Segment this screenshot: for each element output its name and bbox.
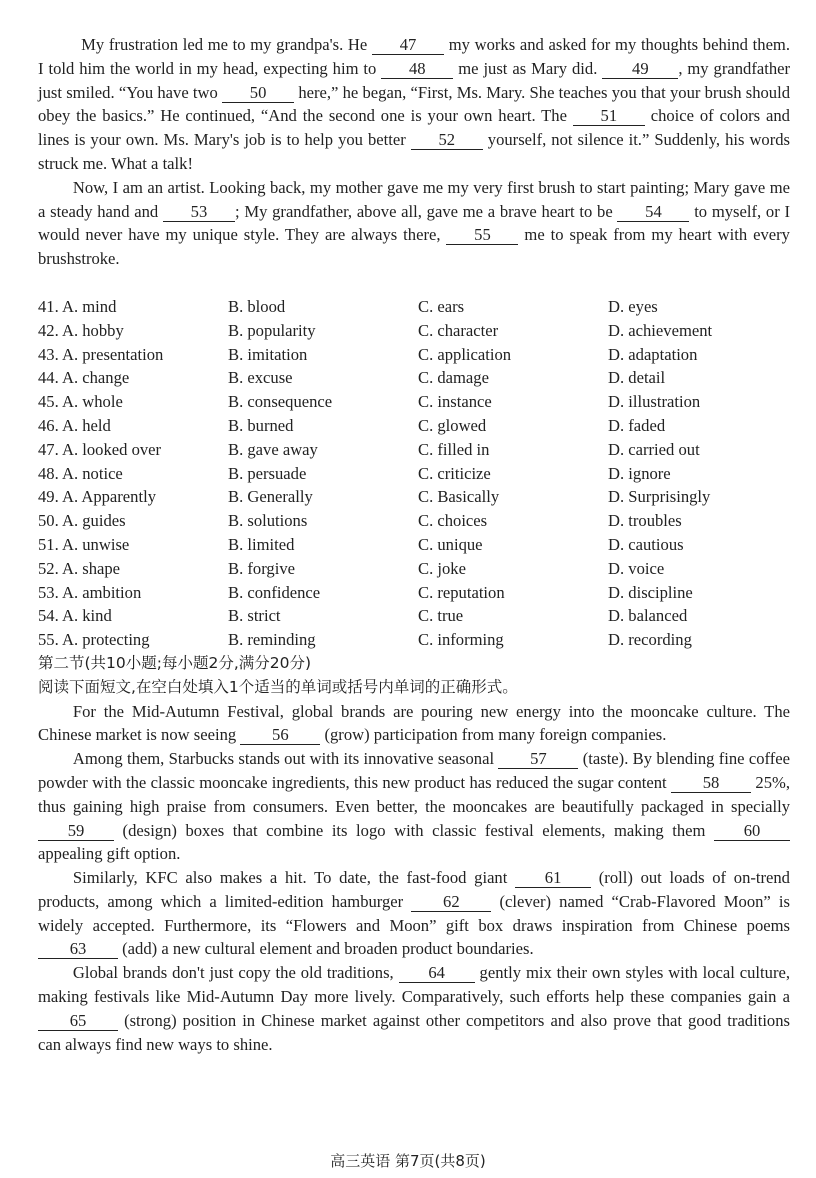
- option: B. reminding: [228, 630, 316, 650]
- text: my works and asked for my thoughts behind them. I told him the world in my head, expecting him to: [38, 35, 790, 78]
- blank-53: 53: [163, 202, 235, 222]
- option: B. forgive: [228, 558, 295, 578]
- text: (taste). By blending fine coffee powder with the classic mooncake ingredients, this new product has reduced the sugar content: [38, 749, 790, 792]
- options-row: [38, 390, 790, 414]
- text: (clever) named “Crab-Flavored Moon” is widely accepted. Furthermore, its “Flowers and Moon” gift box draws inspiration from Chinese poems: [38, 891, 790, 935]
- spacer: [38, 271, 790, 295]
- option: D. achievement: [608, 320, 713, 340]
- option: B. Generally: [228, 487, 313, 507]
- option: B. confidence: [228, 582, 321, 602]
- option: B. limited: [228, 534, 295, 554]
- blank-62: 62: [411, 892, 491, 912]
- options-row: [38, 295, 790, 319]
- option: B. gave away: [228, 439, 318, 459]
- exam-page: [38, 33, 790, 1056]
- text: , my grandfather just smiled. “You have two: [38, 58, 791, 102]
- options-row: [38, 581, 790, 605]
- options-row: [38, 557, 790, 581]
- option: D. illustration: [608, 392, 701, 412]
- text: choice of colors and lines is your own. Ms. Mary's job is to help you better: [38, 106, 790, 150]
- option: D. faded: [608, 415, 666, 435]
- text: For the Mid-Autumn Festival, global brands are pouring new energy into the mooncake culture. The Chinese market is now seeing: [38, 701, 790, 745]
- options-row: [38, 438, 790, 462]
- text: here,” he began, “First, Ms. Mary. She teaches you that your brush should obey the basics.” He continued, “And the second one is your own heart. The: [38, 82, 790, 126]
- text: ; My grandfather, above all, gave me a brave heart to be: [234, 201, 613, 221]
- option: B. consequence: [228, 392, 333, 412]
- passage-paragraph-1: [38, 33, 790, 176]
- text: Now, I am an artist. Looking back, my mother gave me my very first brush to start painting; Mary gave me a steady hand and: [38, 177, 790, 221]
- option: B. strict: [228, 606, 281, 626]
- option: 49. A. Apparently: [38, 487, 156, 507]
- option: 52. A. shape: [38, 558, 121, 578]
- option: C. reputation: [418, 582, 505, 602]
- option: 48. A. notice: [38, 463, 123, 483]
- option: 55. A. protecting: [38, 630, 150, 650]
- option: D. ignore: [608, 463, 671, 483]
- option: D. recording: [608, 630, 692, 650]
- options-table: [38, 295, 790, 652]
- passage-paragraph-4: [38, 747, 790, 866]
- option: C. true: [418, 606, 464, 626]
- option: B. imitation: [228, 344, 308, 364]
- option: C. joke: [418, 558, 466, 578]
- blank-47: 47: [372, 35, 444, 55]
- options-row: [38, 628, 790, 652]
- text: (design) boxes that combine its logo with classic festival elements, making them: [122, 820, 706, 840]
- option: D. discipline: [608, 582, 693, 602]
- passage-paragraph-3: [38, 700, 790, 748]
- options-row: [38, 533, 790, 557]
- blank-54: 54: [617, 202, 689, 222]
- blank-49: 49: [602, 59, 678, 79]
- blank-48: 48: [381, 59, 453, 79]
- option: D. balanced: [608, 606, 688, 626]
- option: C. choices: [418, 511, 488, 531]
- options-row: [38, 319, 790, 343]
- options-row: [38, 604, 790, 628]
- blank-58: 58: [671, 773, 751, 793]
- text: Similarly, KFC also makes a hit. To date, the fast-food giant: [72, 868, 508, 888]
- option: D. detail: [608, 368, 666, 388]
- text: Global brands don't just copy the old traditions,: [72, 963, 394, 983]
- options-row: [38, 414, 790, 438]
- text: 25%, thus gaining high praise from consumers. Even better, the mooncakes are beautifully packaged in specially: [38, 772, 790, 816]
- page-footer: 高三英语 第7页(共8页): [330, 1152, 486, 1170]
- option: C. application: [418, 344, 512, 364]
- option: 53. A. ambition: [38, 582, 142, 602]
- blank-61: 61: [515, 868, 591, 888]
- blank-60: 60: [714, 821, 790, 841]
- text: (add) a new cultural element and broaden product boundaries.: [122, 939, 534, 959]
- blank-64: 64: [399, 963, 475, 983]
- text: gently mix their own styles with local culture, making festivals like Mid-Autumn Day more lively. Comparatively, such efforts help these companies gain a: [38, 963, 790, 1007]
- option: B. burned: [228, 415, 294, 435]
- text: My frustration led me to my grandpa's. He: [81, 35, 368, 54]
- option: 47. A. looked over: [38, 439, 162, 459]
- option: 54. A. kind: [38, 606, 112, 626]
- option: B. persuade: [228, 463, 307, 483]
- text: (roll) out loads of on-trend products, among which a limited-edition hamburger: [38, 868, 790, 911]
- section-heading: 第二节(共10小题;每小题2分,满分20分): [38, 653, 312, 672]
- option: D. adaptation: [608, 344, 698, 364]
- option: C. character: [418, 320, 499, 340]
- text: to myself, or I would never have my unique style. They are always there,: [38, 201, 790, 245]
- text: me to speak from my heart with every brushstroke.: [38, 225, 790, 269]
- option: C. ears: [418, 296, 465, 316]
- passage-paragraph-6: [38, 961, 790, 1056]
- passage-paragraph-5: [38, 866, 790, 961]
- option: 44. A. change: [38, 368, 130, 388]
- option: C. unique: [418, 534, 483, 554]
- text: appealing gift option.: [38, 844, 181, 864]
- text: (strong) position in Chinese market against other competitors and also prove that good traditions can always find new ways to shine.: [38, 1010, 790, 1054]
- text: yourself, not silence it.” Suddenly, his words struck me. What a talk!: [38, 130, 791, 173]
- blank-57: 57: [498, 749, 578, 769]
- option: B. popularity: [228, 320, 316, 340]
- section-instruction: 阅读下面短文,在空白处填入1个适当的单词或括号内单词的正确形式。: [38, 677, 518, 696]
- blank-50: 50: [222, 83, 294, 103]
- option: 41. A. mind: [38, 296, 117, 316]
- options-row: [38, 462, 790, 486]
- option: B. excuse: [228, 368, 293, 388]
- blank-52: 52: [411, 130, 483, 150]
- text: Among them, Starbucks stands out with its innovative seasonal: [72, 749, 495, 769]
- text: me just as Mary did.: [458, 58, 598, 78]
- option: C. damage: [418, 368, 489, 388]
- option: D. eyes: [608, 296, 658, 316]
- blank-63: 63: [38, 939, 118, 959]
- option: 51. A. unwise: [38, 534, 130, 554]
- options-row: [38, 509, 790, 533]
- option: B. blood: [228, 296, 286, 316]
- option: D. carried out: [608, 439, 700, 459]
- option: 50. A. guides: [38, 511, 126, 531]
- option: D. voice: [608, 558, 665, 578]
- option: 45. A. whole: [38, 392, 123, 412]
- option: C. instance: [418, 392, 492, 412]
- option: C. informing: [418, 630, 504, 650]
- options-row: [38, 366, 790, 390]
- blank-51: 51: [573, 106, 645, 126]
- option: D. troubles: [608, 511, 682, 531]
- text: (grow) participation from many foreign companies.: [324, 725, 667, 745]
- option: C. glowed: [418, 415, 487, 435]
- blank-56: 56: [240, 725, 320, 745]
- option: C. Basically: [418, 487, 500, 507]
- options-row: [38, 343, 790, 367]
- passage-paragraph-2: [38, 176, 790, 271]
- option: C. criticize: [418, 463, 491, 483]
- option: 46. A. held: [38, 415, 111, 435]
- option: 42. A. hobby: [38, 320, 124, 340]
- option: D. cautious: [608, 534, 684, 554]
- option: 43. A. presentation: [38, 344, 164, 364]
- blank-55: 55: [446, 225, 518, 245]
- option: C. filled in: [418, 439, 490, 459]
- option: D. Surprisingly: [608, 487, 711, 507]
- option: B. solutions: [228, 511, 308, 531]
- blank-65: 65: [38, 1011, 118, 1031]
- options-row: [38, 485, 790, 509]
- blank-59: 59: [38, 821, 114, 841]
